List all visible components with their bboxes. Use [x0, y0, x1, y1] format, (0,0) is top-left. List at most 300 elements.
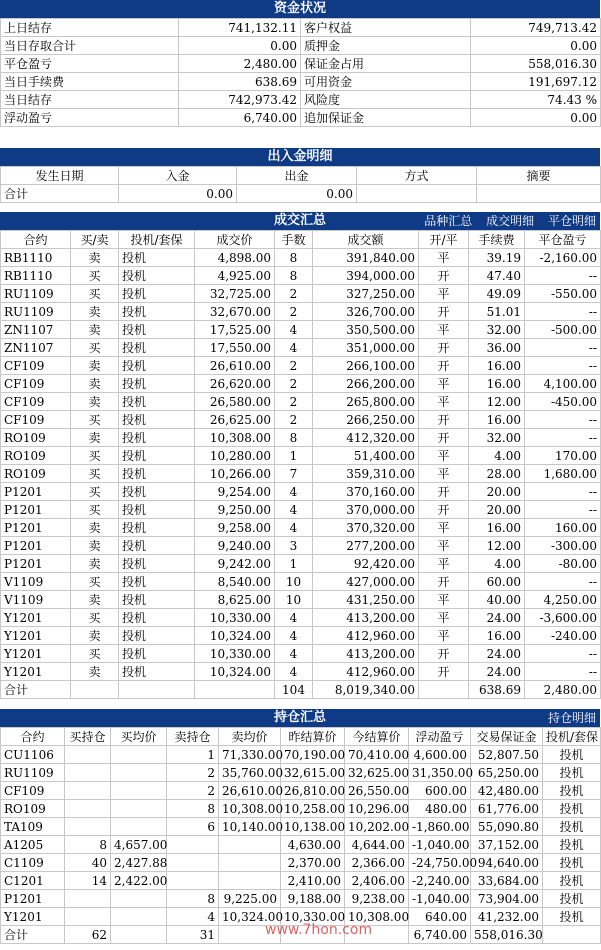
- funds-row: [1, 73, 601, 91]
- trade-cell: 17,550.00: [195, 339, 275, 357]
- position-row: [1, 836, 601, 854]
- position-cell: [219, 836, 281, 854]
- trade-cell: 370,160.00: [313, 483, 419, 501]
- trade-cell: 投机: [119, 501, 195, 519]
- trade-cell: 7: [275, 465, 313, 483]
- position-cell: 2,410.00: [281, 872, 345, 890]
- trade-cell: --: [525, 411, 601, 429]
- trade-cell: 26,580.00: [195, 393, 275, 411]
- position-cell: [219, 872, 281, 890]
- trade-cell: 26,625.00: [195, 411, 275, 429]
- trade-cell: 10,330.00: [195, 645, 275, 663]
- position-row: [1, 764, 601, 782]
- position-cell: 投机: [543, 764, 601, 782]
- trade-cell: 412,960.00: [313, 627, 419, 645]
- trade-cell: 4.00: [469, 447, 525, 465]
- trade-cell: 1: [275, 555, 313, 573]
- trade-cell: --: [525, 267, 601, 285]
- cashflow-section: [0, 148, 600, 203]
- funds-value: 0.00: [179, 37, 301, 55]
- funds-label: 风险度: [301, 91, 471, 109]
- column-header: 昨结算价: [281, 728, 345, 746]
- position-cell: 10,138.00: [281, 818, 345, 836]
- position-cell: 10,308.00: [345, 908, 409, 926]
- trade-cell: 2: [275, 303, 313, 321]
- trade-cell: 投机: [119, 357, 195, 375]
- trade-cell: 4.00: [469, 555, 525, 573]
- link-trade-detail[interactable]: 成交明细: [486, 214, 535, 228]
- position-cell: 4,630.00: [281, 836, 345, 854]
- trade-cell: 投机: [119, 303, 195, 321]
- position-cell: 52,807.50: [471, 746, 543, 764]
- trade-cell: 投机: [119, 627, 195, 645]
- trade-cell: 394,000.00: [313, 267, 419, 285]
- trade-cell: -80.00: [525, 555, 601, 573]
- trade-cell: 2: [275, 285, 313, 303]
- trade-cell: P1201: [1, 483, 71, 501]
- trade-cell: 4: [275, 501, 313, 519]
- positions-links: [538, 709, 596, 727]
- trade-cell: 10,330.00: [195, 609, 275, 627]
- trade-cell: 8,625.00: [195, 591, 275, 609]
- position-cell: 8: [167, 890, 219, 908]
- position-cell: 投机: [543, 890, 601, 908]
- trade-cell: 4: [275, 519, 313, 537]
- position-cell: [111, 764, 167, 782]
- trade-row: [1, 609, 601, 627]
- trade-cell: 170.00: [525, 447, 601, 465]
- funds-label: 客户权益: [301, 19, 471, 37]
- position-cell: [167, 872, 219, 890]
- total-cell: [477, 185, 601, 203]
- trade-cell: --: [525, 303, 601, 321]
- column-header: 开/平: [419, 231, 469, 249]
- trade-cell: -550.00: [525, 285, 601, 303]
- trade-row: [1, 483, 601, 501]
- trade-cell: 160.00: [525, 519, 601, 537]
- position-cell: [111, 800, 167, 818]
- trade-cell: 平: [419, 375, 469, 393]
- trade-cell: 16.00: [469, 375, 525, 393]
- positions-header-row: [1, 728, 601, 746]
- trades-table: [0, 230, 601, 699]
- trade-cell: 32,670.00: [195, 303, 275, 321]
- total-cell: 0.00: [237, 185, 357, 203]
- trade-cell: 265,800.00: [313, 393, 419, 411]
- trade-cell: 51.01: [469, 303, 525, 321]
- trade-cell: 427,000.00: [313, 573, 419, 591]
- total-cell: 8,019,340.00: [313, 681, 419, 699]
- trade-cell: 10: [275, 573, 313, 591]
- trade-row: [1, 303, 601, 321]
- trade-cell: 10,266.00: [195, 465, 275, 483]
- position-cell: 2: [167, 764, 219, 782]
- trade-cell: 40.00: [469, 591, 525, 609]
- trade-cell: RB1110: [1, 249, 71, 267]
- column-header: 今结算价: [345, 728, 409, 746]
- column-header: 成交额: [313, 231, 419, 249]
- position-cell: [111, 746, 167, 764]
- trade-cell: P1201: [1, 537, 71, 555]
- trade-row: [1, 339, 601, 357]
- position-cell: 8: [65, 836, 111, 854]
- position-cell: -24,750.00: [409, 854, 471, 872]
- position-cell: 41,232.00: [471, 908, 543, 926]
- trade-cell: 266,100.00: [313, 357, 419, 375]
- position-cell: 10,308.00: [219, 800, 281, 818]
- trade-cell: --: [525, 501, 601, 519]
- position-cell: 4: [167, 908, 219, 926]
- trade-cell: 投机: [119, 573, 195, 591]
- trade-cell: 32.00: [469, 321, 525, 339]
- trade-cell: 3: [275, 537, 313, 555]
- trade-cell: 卖: [71, 303, 119, 321]
- trade-cell: CF109: [1, 411, 71, 429]
- funds-label: 质押金: [301, 37, 471, 55]
- position-cell: [111, 818, 167, 836]
- trade-cell: 卖: [71, 555, 119, 573]
- funds-row: [1, 109, 601, 127]
- position-cell: 投机: [543, 854, 601, 872]
- trade-cell: V1109: [1, 591, 71, 609]
- trade-cell: 4: [275, 339, 313, 357]
- column-header: 卖均价: [219, 728, 281, 746]
- position-cell: 2: [167, 782, 219, 800]
- trade-row: [1, 285, 601, 303]
- position-cell: 640.00: [409, 908, 471, 926]
- trade-cell: 4: [275, 627, 313, 645]
- trade-cell: 买: [71, 483, 119, 501]
- position-cell: [65, 818, 111, 836]
- trade-cell: 投机: [119, 375, 195, 393]
- trade-cell: 开: [419, 411, 469, 429]
- cashflow-table: [0, 166, 601, 203]
- position-cell: [167, 854, 219, 872]
- trade-cell: 开: [419, 339, 469, 357]
- trade-cell: 9,240.00: [195, 537, 275, 555]
- trade-cell: 4,898.00: [195, 249, 275, 267]
- total-cell: 6,740.00: [409, 926, 471, 944]
- position-cell: 9,188.00: [281, 890, 345, 908]
- trade-cell: 投机: [119, 591, 195, 609]
- trade-cell: 投机: [119, 411, 195, 429]
- trade-cell: 4: [275, 609, 313, 627]
- trade-cell: 平: [419, 609, 469, 627]
- trade-row: [1, 519, 601, 537]
- position-cell: [65, 908, 111, 926]
- funds-value: 74.43 %: [471, 91, 601, 109]
- trades-links: [414, 212, 596, 230]
- trade-cell: 51,400.00: [313, 447, 419, 465]
- funds-label: 上日结存: [1, 19, 179, 37]
- trade-cell: --: [525, 339, 601, 357]
- trade-cell: 10,280.00: [195, 447, 275, 465]
- funds-row: [1, 91, 601, 109]
- trade-cell: 卖: [71, 591, 119, 609]
- trade-cell: 投机: [119, 483, 195, 501]
- trade-cell: 4,925.00: [195, 267, 275, 285]
- position-cell: C1201: [1, 872, 65, 890]
- trade-cell: 36.00: [469, 339, 525, 357]
- trade-cell: 4: [275, 645, 313, 663]
- trade-row: [1, 501, 601, 519]
- trade-cell: 32.00: [469, 429, 525, 447]
- trade-cell: 326,700.00: [313, 303, 419, 321]
- trade-cell: 10,324.00: [195, 663, 275, 681]
- trade-cell: -2,160.00: [525, 249, 601, 267]
- column-header: 买均价: [111, 728, 167, 746]
- position-cell: 10,140.00: [219, 818, 281, 836]
- trade-cell: 开: [419, 429, 469, 447]
- funds-row: [1, 55, 601, 73]
- funds-row: [1, 19, 601, 37]
- trade-cell: 开: [419, 645, 469, 663]
- trade-cell: 开: [419, 663, 469, 681]
- trade-cell: 卖: [71, 357, 119, 375]
- trade-row: [1, 537, 601, 555]
- trade-cell: 412,960.00: [313, 663, 419, 681]
- trade-cell: 266,250.00: [313, 411, 419, 429]
- trade-cell: 9,254.00: [195, 483, 275, 501]
- column-header: 出金: [237, 167, 357, 185]
- column-header: 合约: [1, 728, 65, 746]
- trade-cell: 2: [275, 357, 313, 375]
- trade-cell: 卖: [71, 429, 119, 447]
- trade-cell: 平: [419, 591, 469, 609]
- position-cell: 33,684.00: [471, 872, 543, 890]
- position-cell: 71,330.00: [219, 746, 281, 764]
- trade-cell: 49.09: [469, 285, 525, 303]
- position-cell: 73,904.00: [471, 890, 543, 908]
- trade-cell: CF109: [1, 375, 71, 393]
- trade-cell: 平: [419, 249, 469, 267]
- position-cell: 投机: [543, 800, 601, 818]
- position-cell: 投机: [543, 836, 601, 854]
- position-cell: [111, 908, 167, 926]
- position-cell: 31,350.00: [409, 764, 471, 782]
- trade-cell: 投机: [119, 249, 195, 267]
- trade-cell: 开: [419, 303, 469, 321]
- trade-cell: 370,000.00: [313, 501, 419, 519]
- trade-cell: 投机: [119, 285, 195, 303]
- trade-cell: 10,308.00: [195, 429, 275, 447]
- trade-cell: Y1201: [1, 645, 71, 663]
- trade-row: [1, 555, 601, 573]
- trade-cell: 卖: [71, 393, 119, 411]
- column-header: 投机/套保: [543, 728, 601, 746]
- position-cell: [65, 746, 111, 764]
- funds-table: [0, 18, 601, 127]
- column-header: 投机/套保: [119, 231, 195, 249]
- trade-cell: 391,840.00: [313, 249, 419, 267]
- position-cell: 4,657.00: [111, 836, 167, 854]
- position-cell: 投机: [543, 908, 601, 926]
- trade-cell: 4: [275, 321, 313, 339]
- position-cell: 2,370.00: [281, 854, 345, 872]
- trade-cell: 4,100.00: [525, 375, 601, 393]
- trades-title: 成交汇总: [273, 213, 326, 228]
- position-cell: A1205: [1, 836, 65, 854]
- funds-label: 当日手续费: [1, 73, 179, 91]
- funds-value: 638.69: [179, 73, 301, 91]
- funds-label: 保证金占用: [301, 55, 471, 73]
- trade-cell: Y1201: [1, 663, 71, 681]
- trade-cell: 平: [419, 555, 469, 573]
- total-cell: [195, 681, 275, 699]
- trade-cell: 12.00: [469, 393, 525, 411]
- position-cell: 2,427.88: [111, 854, 167, 872]
- position-cell: [65, 764, 111, 782]
- position-cell: 2,406.00: [345, 872, 409, 890]
- position-cell: 55,090.80: [471, 818, 543, 836]
- trade-cell: 47.40: [469, 267, 525, 285]
- trade-cell: 2: [275, 393, 313, 411]
- column-header: 成交价: [195, 231, 275, 249]
- trade-cell: 买: [71, 285, 119, 303]
- position-cell: 26,550.00: [345, 782, 409, 800]
- trade-cell: 开: [419, 501, 469, 519]
- trade-cell: 投机: [119, 609, 195, 627]
- trade-cell: --: [525, 573, 601, 591]
- position-cell: 9,238.00: [345, 890, 409, 908]
- trade-cell: --: [525, 663, 601, 681]
- trade-cell: 投机: [119, 537, 195, 555]
- trade-cell: 431,250.00: [313, 591, 419, 609]
- trade-cell: 买: [71, 447, 119, 465]
- trade-cell: CF109: [1, 393, 71, 411]
- position-cell: 42,480.00: [471, 782, 543, 800]
- trade-cell: 16.00: [469, 411, 525, 429]
- trade-cell: --: [525, 429, 601, 447]
- position-cell: 70,410.00: [345, 746, 409, 764]
- position-cell: 10,330.00: [281, 908, 345, 926]
- trade-cell: 26,620.00: [195, 375, 275, 393]
- position-cell: 2,422.00: [111, 872, 167, 890]
- total-cell: 合计: [1, 185, 119, 203]
- trade-cell: 平: [419, 537, 469, 555]
- trade-cell: 2: [275, 411, 313, 429]
- position-cell: -1,040.00: [409, 836, 471, 854]
- total-cell: 31: [167, 926, 219, 944]
- trade-cell: 买: [71, 267, 119, 285]
- cashflow-header-row: [1, 167, 601, 185]
- trade-cell: 8: [275, 249, 313, 267]
- positions-section: [0, 709, 600, 944]
- trade-cell: 买: [71, 645, 119, 663]
- funds-value: 191,697.12: [471, 73, 601, 91]
- trade-cell: 投机: [119, 393, 195, 411]
- trade-cell: 8,540.00: [195, 573, 275, 591]
- link-position-detail[interactable]: 持仓明细: [547, 711, 596, 725]
- trade-cell: 卖: [71, 537, 119, 555]
- total-cell: 62: [65, 926, 111, 944]
- trade-cell: RU1109: [1, 285, 71, 303]
- position-cell: 10,258.00: [281, 800, 345, 818]
- trade-cell: 16.00: [469, 627, 525, 645]
- trade-cell: 平: [419, 519, 469, 537]
- position-cell: 65,250.00: [471, 764, 543, 782]
- trade-cell: 卖: [71, 375, 119, 393]
- funds-label: 追加保证金: [301, 109, 471, 127]
- trade-cell: 平: [419, 465, 469, 483]
- link-variety-summary[interactable]: 品种汇总: [424, 214, 473, 228]
- trade-cell: 24.00: [469, 645, 525, 663]
- trade-cell: 370,320.00: [313, 519, 419, 537]
- column-header: 合约: [1, 231, 71, 249]
- column-header: 入金: [119, 167, 237, 185]
- trade-cell: 350,500.00: [313, 321, 419, 339]
- trade-cell: 9,258.00: [195, 519, 275, 537]
- trade-cell: 平: [419, 447, 469, 465]
- column-header: 买持仓: [65, 728, 111, 746]
- total-cell: [419, 681, 469, 699]
- trade-cell: 327,250.00: [313, 285, 419, 303]
- trade-cell: 买: [71, 573, 119, 591]
- position-cell: CU1106: [1, 746, 65, 764]
- trade-cell: 10,324.00: [195, 627, 275, 645]
- trade-cell: 投机: [119, 339, 195, 357]
- trade-cell: 359,310.00: [313, 465, 419, 483]
- trade-cell: 4: [275, 483, 313, 501]
- trade-cell: 60.00: [469, 573, 525, 591]
- cashflow-header: [0, 148, 600, 166]
- trade-cell: 412,320.00: [313, 429, 419, 447]
- trade-cell: -300.00: [525, 537, 601, 555]
- trade-cell: 20.00: [469, 483, 525, 501]
- trade-cell: 买: [71, 465, 119, 483]
- positions-header: [0, 709, 600, 727]
- trade-cell: 投机: [119, 267, 195, 285]
- trade-cell: 平: [419, 627, 469, 645]
- positions-table: [0, 727, 601, 944]
- position-cell: 94,640.00: [471, 854, 543, 872]
- position-cell: 投机: [543, 746, 601, 764]
- position-cell: 10,324.00: [219, 908, 281, 926]
- trade-cell: 投机: [119, 519, 195, 537]
- trade-cell: Y1201: [1, 609, 71, 627]
- trade-row: [1, 393, 601, 411]
- position-cell: [111, 782, 167, 800]
- funds-value: 0.00: [471, 37, 601, 55]
- position-row: [1, 890, 601, 908]
- funds-label: 浮动盈亏: [1, 109, 179, 127]
- position-cell: 70,190.00: [281, 746, 345, 764]
- position-cell: -1,860.00: [409, 818, 471, 836]
- trade-cell: 266,200.00: [313, 375, 419, 393]
- position-cell: 26,810.00: [281, 782, 345, 800]
- total-cell: [357, 185, 477, 203]
- trade-cell: RB1110: [1, 267, 71, 285]
- position-row: [1, 782, 601, 800]
- link-close-detail[interactable]: 平仓明细: [547, 214, 596, 228]
- trade-row: [1, 249, 601, 267]
- position-row: [1, 854, 601, 872]
- position-cell: 10,202.00: [345, 818, 409, 836]
- trade-cell: 1: [275, 447, 313, 465]
- total-cell: [543, 926, 601, 944]
- position-cell: [219, 854, 281, 872]
- trade-cell: 10: [275, 591, 313, 609]
- trade-cell: 投机: [119, 321, 195, 339]
- trades-header: [0, 212, 600, 230]
- trade-cell: RO109: [1, 429, 71, 447]
- position-cell: -2,240.00: [409, 872, 471, 890]
- trade-cell: 277,200.00: [313, 537, 419, 555]
- position-row: [1, 746, 601, 764]
- column-header: 卖持仓: [167, 728, 219, 746]
- position-cell: 8: [167, 800, 219, 818]
- trade-row: [1, 321, 601, 339]
